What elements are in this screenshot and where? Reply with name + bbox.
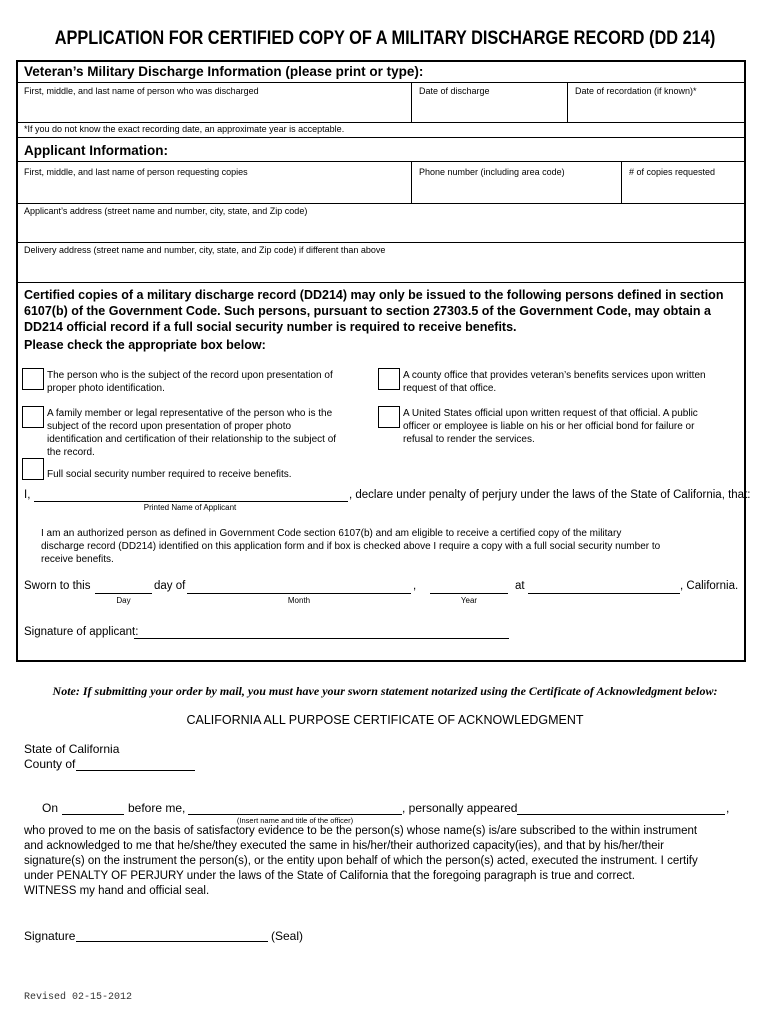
signature-label: Signature of applicant: — [24, 626, 139, 638]
comma: , — [413, 580, 417, 592]
divider — [17, 282, 745, 283]
day-caption: Day — [116, 596, 131, 605]
declaration-prefix: I, — [24, 489, 31, 501]
option-us-official-label: A United States official upon written request of that official. A public officer or employee is liable on his or her official bond for failure or refusal to render the services. — [403, 408, 698, 445]
option-family-member-checkbox[interactable] — [22, 406, 44, 428]
divider — [17, 137, 745, 138]
county-label: County of — [24, 757, 76, 771]
printed-name-caption: Printed Name of Applicant — [143, 503, 237, 512]
divider — [411, 82, 412, 122]
option-county-office-label: A county office that provides veteran’s benefits services upon written request of that office. — [403, 370, 706, 394]
copies-label: # of copies requested — [629, 167, 716, 177]
month-line[interactable] — [187, 593, 411, 594]
discharge-date-label: Date of discharge — [419, 86, 490, 96]
divider — [17, 242, 745, 243]
veteran-name-label: First, middle, and last name of person who was discharged — [24, 86, 259, 96]
sworn-to-this-label: Sworn to this — [24, 580, 91, 592]
phone-label: Phone number (including area code) — [419, 167, 565, 177]
applicant-section-heading: Applicant Information: — [24, 143, 168, 158]
date-line[interactable] — [62, 814, 124, 815]
seal-label: (Seal) — [271, 929, 304, 943]
recordation-date-label: Date of recordation (if known)* — [575, 86, 697, 96]
form-title: APPLICATION FOR CERTIFIED COPY OF A MILITARY DISCHARGE RECORD (DD 214) — [54, 28, 716, 49]
option-subject-label: The person who is the subject of the record upon presentation of proper photo identification. — [47, 370, 333, 394]
veteran-section-heading: Veteran’s Military Discharge Information (please print or type): — [24, 64, 424, 79]
delivery-address-label: Delivery address (street name and number, city, state, and Zip code) if different than above — [24, 245, 386, 255]
revision-date: Revised 02-15-2012 — [24, 992, 133, 1003]
california-label: , California. — [680, 580, 739, 592]
year-caption: Year — [460, 596, 478, 605]
divider — [17, 122, 745, 123]
option-us-official-checkbox[interactable] — [378, 406, 400, 428]
option-ssn-checkbox[interactable] — [22, 458, 44, 480]
recordation-footnote: *If you do not know the exact recording date, an approximate year is acceptable. — [24, 124, 345, 134]
officer-line[interactable] — [188, 814, 402, 815]
acknowledgment-heading: CALIFORNIA ALL PURPOSE CERTIFICATE OF ACKNOWLEDGMENT — [186, 713, 584, 727]
divider — [621, 161, 622, 203]
divider — [17, 82, 745, 83]
before-me-label: before me, — [128, 801, 186, 815]
option-county-office-checkbox[interactable] — [378, 368, 400, 390]
eligibility-line: Certified copies of a military discharge record (DD214) may only be issued to the following persons defined in section — [24, 288, 724, 302]
signature-line[interactable] — [134, 638, 509, 639]
month-caption: Month — [287, 596, 311, 605]
option-family-member-label: A family member or legal representative of the person who is the subject of the record upon presentation of proper photo identification and certification of their relationship to the subject of the record. — [47, 408, 337, 458]
divider — [17, 161, 745, 162]
applicant-name-label: First, middle, and last name of person requesting copies — [24, 167, 248, 177]
option-ssn-label: Full social security number required to receive benefits. — [47, 469, 292, 480]
at-label: at — [515, 580, 525, 592]
option-subject-checkbox[interactable] — [22, 368, 44, 390]
on-label: On — [42, 801, 59, 815]
trailing-comma: , — [726, 801, 730, 815]
notary-signature-label: Signature — [24, 929, 76, 943]
personally-appeared-label: , personally appeared — [402, 801, 518, 815]
acknowledgment-body: who proved to me on the basis of satisfactory evidence to be the person(s) whose name(s) is/are subscribed to the within instrument and acknowledged to me that he/she/they executed the same in his/her/their authorized capacity(ies), and that by his/her/their signature(s) on the instrument the person(s), or the entity upon behalf of which the person(s) acted, executed the instrument. I certify under PENALTY OF PERJURY under the laws of the State of California that the foregoing paragraph is true and correct. WITNESS my hand and official seal. — [24, 825, 698, 897]
notary-signature-line[interactable] — [76, 941, 268, 942]
location-line[interactable] — [528, 593, 680, 594]
notarization-note: Note: If submitting your order by mail, you must have your sworn statement notarized using the Certificate of Acknowledgment below: — [52, 684, 718, 698]
appeared-line[interactable] — [517, 814, 725, 815]
eligibility-line: 6107(b) of the Government Code. Such persons, pursuant to section 27303.5 of the Government Code, may obtain a — [24, 304, 711, 318]
declaration-suffix: , declare under penalty of perjury under the laws of the State of California, that: — [349, 489, 751, 501]
applicant-address-label: Applicant’s address (street name and number, city, state, and Zip code) — [24, 206, 308, 216]
eligibility-line: DD214 official record if a full social security number is required to receive benefits. — [24, 320, 517, 334]
divider — [567, 82, 568, 122]
printed-name-line[interactable] — [34, 501, 348, 502]
day-of-label: day of — [154, 580, 186, 592]
check-instruction: Please check the appropriate box below: — [24, 338, 266, 352]
day-line[interactable] — [95, 593, 152, 594]
divider — [411, 161, 412, 203]
eligibility-statement — [24, 287, 723, 353]
authorized-statement: I am an authorized person as defined in Government Code section 6107(b) and am eligible to receive a certified copy of the military discharge record (DD214) identified on this application form and if box is checked above I require a copy with a full social security number to receive benefits. — [41, 528, 661, 565]
year-line[interactable] — [430, 593, 508, 594]
state-label: State of California — [24, 742, 120, 756]
divider — [17, 203, 745, 204]
county-line[interactable] — [76, 770, 195, 771]
officer-caption: (Insert name and title of the officer) — [236, 816, 354, 825]
